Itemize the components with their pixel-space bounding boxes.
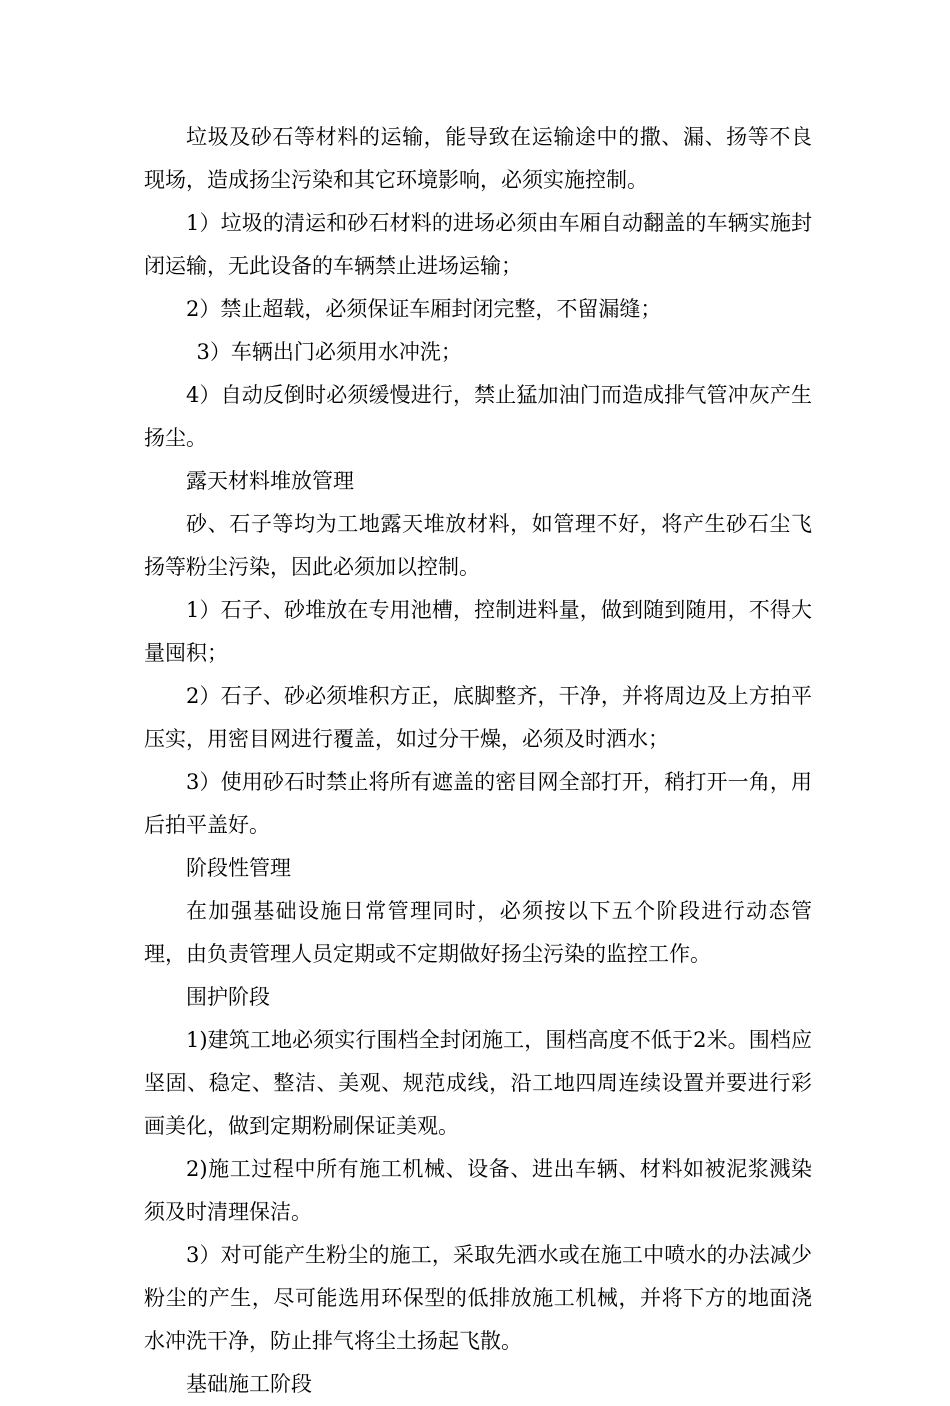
paragraph-transport-item-3: 3）车辆出门必须用水冲洗；	[196, 340, 462, 364]
paragraph-storage-item-2: 2）石子、砂必须堆积方正，底脚整齐，干净，并将周边及上方拍平压实，用密目网进行覆盖，如过分干燥，必须及时洒水；	[144, 684, 812, 751]
paragraph-transport-item-4: 4）自动反倒时必须缓慢进行，禁止猛加油门而造成排气管冲灰产生扬尘。	[144, 383, 812, 450]
paragraph-enclosure-item-1: 1)建筑工地必须实行围档全封闭施工，围档高度不低于2米。围档应坚固、稳定、整洁、美观、规范成线，沿工地四周连续设置并要进行彩画美化，做到定期粉刷保证美观。	[144, 1028, 812, 1138]
paragraph-transport-intro: 垃圾及砂石等材料的运输，能导致在运输途中的撒、漏、扬等不良现场，造成扬尘污染和其它环境影响，必须实施控制。	[144, 125, 812, 192]
heading-open-air-storage: 露天材料堆放管理	[186, 469, 354, 493]
paragraph-enclosure-item-2: 2)施工过程中所有施工机械、设备、进出车辆、材料如被泥浆溅染须及时清理保洁。	[144, 1157, 812, 1224]
paragraph-storage-item-3: 3）使用砂石时禁止将所有遮盖的密目网全部打开，稍打开一角，用后拍平盖好。	[144, 770, 812, 837]
paragraph-storage-intro: 砂、石子等均为工地露天堆放材料，如管理不好，将产生砂石尘飞扬等粉尘污染，因此必须加以控制。	[144, 512, 812, 579]
heading-enclosure-phase: 围护阶段	[186, 985, 270, 1009]
paragraph-transport-item-2: 2）禁止超载，必须保证车厢封闭完整，不留漏缝；	[186, 297, 662, 321]
heading-phase-management: 阶段性管理	[186, 856, 291, 880]
paragraph-transport-item-1: 1）垃圾的清运和砂石材料的进场必须由车厢自动翻盖的车辆实施封闭运输，无此设备的车辆禁止进场运输；	[144, 211, 812, 278]
paragraph-enclosure-item-3: 3）对可能产生粉尘的施工，采取先洒水或在施工中喷水的办法减少粉尘的产生，尽可能选用环保型的低排放施工机械，并将下方的地面浇水冲洗干净，防止排气将尘土扬起飞散。	[144, 1243, 812, 1353]
paragraph-storage-item-1: 1）石子、砂堆放在专用池槽，控制进料量，做到随到随用，不得大量囤积；	[144, 598, 812, 665]
paragraph-phase-intro: 在加强基础设施日常管理同时，必须按以下五个阶段进行动态管理，由负责管理人员定期或不定期做好扬尘污染的监控工作。	[144, 899, 812, 966]
heading-foundation-phase: 基础施工阶段	[186, 1372, 312, 1396]
document-body	[144, 116, 812, 1406]
